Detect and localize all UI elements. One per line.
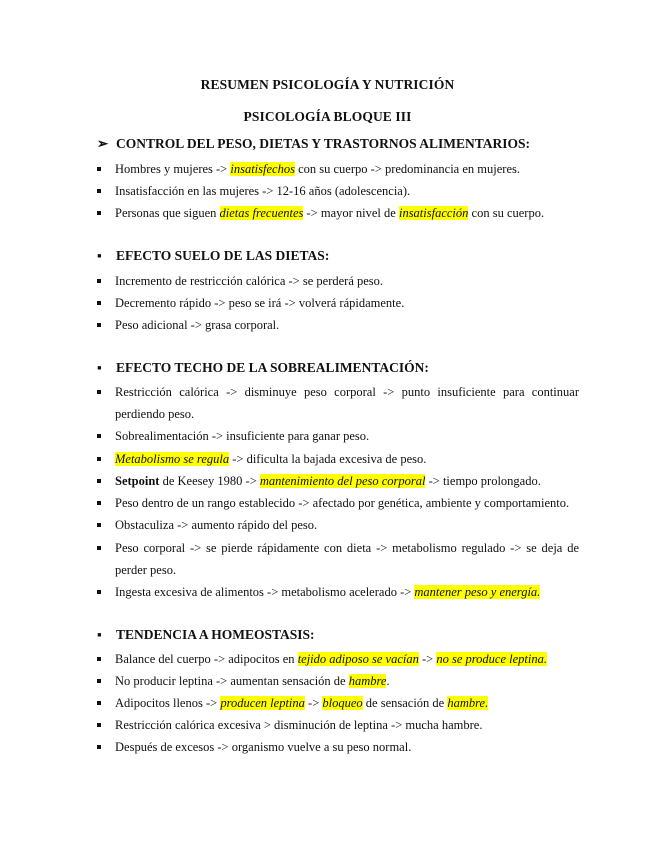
square-bullet-icon [97,546,101,550]
list-item-text: Setpoint de Keesey 1980 -> mantenimiento del peso corporal -> tiempo prolongado. [115,474,541,488]
square-bullet-icon: ▪ [97,360,102,375]
list-item [97,180,579,202]
square-bullet-icon [97,590,101,594]
section-heading-text: TENDENCIA A HOMEOSTASIS: [116,627,315,642]
highlighted-text: Metabolismo se regula [115,452,230,466]
section-heading-text: EFECTO SUELO DE LAS DIETAS: [116,248,330,263]
square-bullet-icon [97,657,101,661]
list-item-text: Restricción calórica excesiva > disminución de leptina -> mucha hambre. [115,718,483,732]
list-item [97,270,579,292]
list-item-text: No producir leptina -> aumentan sensación de hambre. [115,674,390,688]
square-bullet-icon [97,390,101,394]
list-item [97,158,579,180]
list-item-text: Decremento rápido -> peso se irá -> volverá rápidamente. [115,296,405,310]
list-item-text: Obstaculiza -> aumento rápido del peso. [115,518,318,532]
highlighted-text: hambre [348,674,387,688]
highlighted-text: tejido adiposo se vacían [297,652,419,666]
list-item [97,581,579,603]
square-bullet-icon: ▪ [97,248,102,263]
square-bullet-icon [97,523,101,527]
square-bullet-icon [97,745,101,749]
highlighted-text: mantener peso y energía. [414,585,541,599]
list-item-text: Peso adicional -> grasa corporal. [115,318,280,332]
list-item [97,381,579,425]
list-item-text: Peso corporal -> se pierde rápidamente con dieta -> metabolismo regulado -> se deja de perder peso. [115,541,579,577]
highlighted-text: mantenimiento del peso corporal [259,474,426,488]
square-bullet-icon [97,279,101,283]
document-title: RESUMEN PSICOLOGÍA Y NUTRICIÓN [200,77,455,92]
list-item [97,202,579,224]
square-bullet-icon [97,301,101,305]
bold-term: Setpoint [115,474,160,488]
list-item [97,425,579,447]
highlighted-text: hambre. [447,696,489,710]
document-subtitle: PSICOLOGÍA BLOQUE III [243,109,412,124]
list-item [97,314,579,336]
list-item-text: Restricción calórica -> disminuye peso corporal -> punto insuficiente para continuar perdiendo peso. [115,385,579,421]
square-bullet-icon [97,189,101,193]
list-item-text: Metabolismo se regula -> dificulta la bajada excesiva de peso. [115,452,427,466]
arrow-bullet-icon: ➢ [97,136,109,151]
list-item-text: Insatisfacción en las mujeres -> 12-16 años (adolescencia). [115,184,411,198]
square-bullet-icon [97,501,101,505]
highlighted-text: insatisfacción [398,206,469,220]
list-item-text: Hombres y mujeres -> insatisfechos con su cuerpo -> predominancia en mujeres. [115,162,520,176]
list-item [97,514,579,536]
list-item [97,670,579,692]
highlighted-text: insatisfechos [230,162,295,176]
list-item [97,448,579,470]
list-item-text: Sobrealimentación -> insuficiente para ganar peso. [115,429,370,443]
list-item [97,714,579,736]
list-item-text: Ingesta excesiva de alimentos -> metabolismo acelerado -> mantener peso y energía. [115,585,541,599]
list-item [97,470,579,492]
square-bullet-icon [97,457,101,461]
list-item [97,492,579,514]
list-item-text: Balance del cuerpo -> adipocitos en tejido adiposo se vacían -> no se produce leptina. [115,652,547,666]
square-bullet-icon: ▪ [97,627,102,642]
section-heading-text: EFECTO TECHO DE LA SOBREALIMENTACIÓN: [116,360,429,375]
list-item [97,736,579,758]
list-item-text: Después de excesos -> organismo vuelve a su peso normal. [115,740,412,754]
square-bullet-icon [97,701,101,705]
highlighted-text: dietas frecuentes [219,206,304,220]
list-item [97,648,579,670]
section-heading-text: CONTROL DEL PESO, DIETAS Y TRASTORNOS ALIMENTARIOS: [116,136,530,151]
list-item-text: Incremento de restricción calórica -> se perderá peso. [115,274,384,288]
list-item-text: Personas que siguen dietas frecuentes -> mayor nivel de insatisfacción con su cuerpo. [115,206,545,220]
highlighted-text: no se produce leptina. [436,652,547,666]
square-bullet-icon [97,167,101,171]
highlighted-text: bloqueo [322,696,363,710]
highlighted-text: producen leptina [220,696,305,710]
list-item-text: Peso dentro de un rango establecido -> afectado por genética, ambiente y comportamiento. [115,496,570,510]
list-item-text: Adipocitos llenos -> producen leptina -> bloqueo de sensación de hambre. [115,696,489,710]
square-bullet-icon [97,434,101,438]
list-item [97,692,579,714]
list-item [97,292,579,314]
square-bullet-icon [97,479,101,483]
square-bullet-icon [97,323,101,327]
list-item [97,537,579,581]
square-bullet-icon [97,723,101,727]
square-bullet-icon [97,211,101,215]
square-bullet-icon [97,679,101,683]
